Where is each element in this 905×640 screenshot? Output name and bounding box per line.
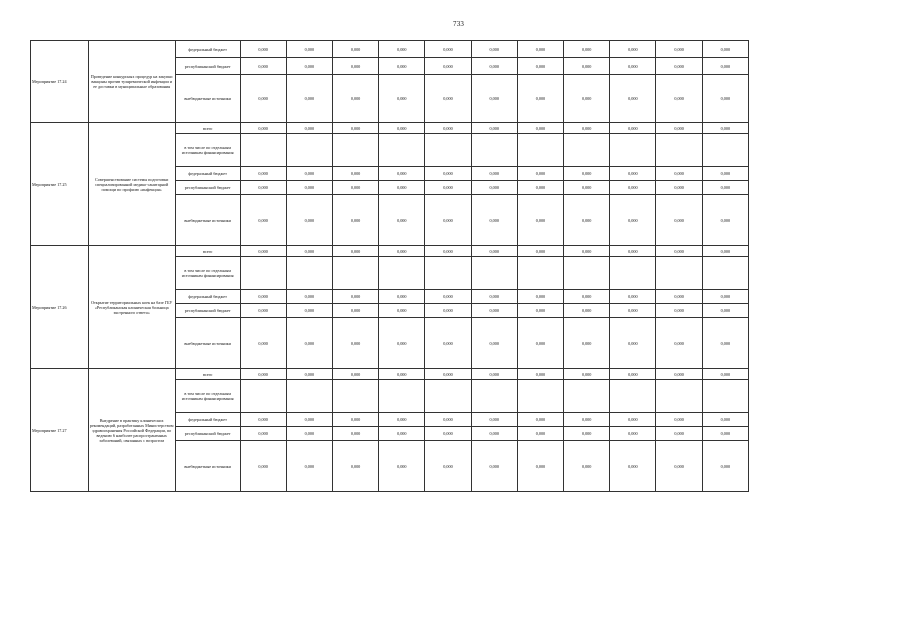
value-cell: 0,000 [656,75,702,123]
value-cell: 0,000 [379,58,425,75]
value-cell: 0,000 [286,41,332,58]
funding-source: внебюджетные источники [175,441,240,492]
value-cell [379,257,425,290]
value-cell: 0,000 [332,246,378,257]
funding-source: в том числе по отдельным источникам финансирования [175,257,240,290]
value-cell: 0,000 [610,441,656,492]
value-cell: 0,000 [379,413,425,427]
value-cell: 0,000 [564,413,610,427]
value-cell: 0,000 [332,181,378,195]
value-cell [517,257,563,290]
value-cell [240,257,286,290]
value-cell: 0,000 [471,304,517,318]
value-cell: 0,000 [564,427,610,441]
value-cell: 0,000 [425,304,471,318]
value-cell [656,257,702,290]
value-cell: 0,000 [610,290,656,304]
funding-source: республиканский бюджет [175,304,240,318]
value-cell: 0,000 [471,441,517,492]
value-cell: 0,000 [656,427,702,441]
value-cell: 0,000 [471,369,517,380]
value-cell: 0,000 [240,167,286,181]
value-cell: 0,000 [656,413,702,427]
value-cell [425,134,471,167]
funding-source: в том числе по отдельным источникам финансирования [175,134,240,167]
value-cell: 0,000 [702,427,748,441]
value-cell [471,134,517,167]
value-cell: 0,000 [702,318,748,369]
funding-source: федеральный бюджет [175,290,240,304]
funding-source: республиканский бюджет [175,427,240,441]
value-cell: 0,000 [240,290,286,304]
value-cell: 0,000 [656,41,702,58]
financing-table [30,40,749,492]
value-cell [702,257,748,290]
value-cell: 0,000 [471,413,517,427]
value-cell: 0,000 [656,441,702,492]
value-cell: 0,000 [517,427,563,441]
value-cell: 0,000 [610,318,656,369]
value-cell: 0,000 [656,167,702,181]
funding-source: федеральный бюджет [175,41,240,58]
value-cell: 0,000 [517,318,563,369]
value-cell [425,380,471,413]
value-cell: 0,000 [240,441,286,492]
value-cell: 0,000 [240,318,286,369]
event-label: Мероприятие 17.24 [31,41,89,123]
value-cell: 0,000 [702,58,748,75]
value-cell: 0,000 [286,58,332,75]
value-cell: 0,000 [517,41,563,58]
value-cell: 0,000 [656,195,702,246]
value-cell: 0,000 [517,369,563,380]
value-cell: 0,000 [379,369,425,380]
value-cell: 0,000 [564,304,610,318]
funding-source: всего [175,123,240,134]
value-cell: 0,000 [517,181,563,195]
funding-source: федеральный бюджет [175,413,240,427]
value-cell: 0,000 [425,441,471,492]
value-cell: 0,000 [425,369,471,380]
value-cell: 0,000 [332,58,378,75]
value-cell: 0,000 [425,290,471,304]
event-label: Мероприятие 17.26 [31,246,89,369]
funding-source: внебюджетные источники [175,75,240,123]
value-cell [332,257,378,290]
value-cell: 0,000 [425,413,471,427]
value-cell: 0,000 [702,181,748,195]
value-cell: 0,000 [240,413,286,427]
value-cell: 0,000 [610,123,656,134]
value-cell: 0,000 [286,441,332,492]
value-cell: 0,000 [517,195,563,246]
value-cell: 0,000 [517,123,563,134]
value-cell [332,380,378,413]
value-cell: 0,000 [379,427,425,441]
value-cell: 0,000 [610,75,656,123]
funding-source: всего [175,246,240,257]
value-cell [379,134,425,167]
page-number: 733 [453,20,465,28]
funding-source: в том числе по отдельным источникам финансирования [175,380,240,413]
value-cell: 0,000 [517,304,563,318]
event-description: Внедрение в практику клинических рекомендаций, разработанных Министерством здравоохранения Российской Федерации, по ведению 6 наиболее распространенных заболеваний, связанных с возрастом [88,369,175,492]
value-cell: 0,000 [610,58,656,75]
value-cell: 0,000 [564,369,610,380]
event-label: Мероприятие 17.25 [31,123,89,246]
value-cell: 0,000 [332,318,378,369]
value-cell: 0,000 [240,41,286,58]
value-cell [656,134,702,167]
value-cell: 0,000 [425,181,471,195]
value-cell: 0,000 [564,195,610,246]
table-row [31,369,749,380]
value-cell [379,380,425,413]
value-cell: 0,000 [425,75,471,123]
value-cell: 0,000 [656,318,702,369]
value-cell: 0,000 [286,427,332,441]
value-cell [702,134,748,167]
value-cell: 0,000 [517,413,563,427]
value-cell [425,257,471,290]
value-cell: 0,000 [702,167,748,181]
event-description: Совершенствование системы подготовки специализированной медико-санитарной помощи по профилю «инфекция» [88,123,175,246]
value-cell: 0,000 [379,75,425,123]
value-cell: 0,000 [656,304,702,318]
value-cell: 0,000 [379,290,425,304]
value-cell: 0,000 [610,427,656,441]
value-cell: 0,000 [517,246,563,257]
value-cell: 0,000 [702,304,748,318]
value-cell: 0,000 [702,195,748,246]
value-cell: 0,000 [517,441,563,492]
value-cell: 0,000 [240,58,286,75]
value-cell [564,257,610,290]
value-cell [471,380,517,413]
value-cell: 0,000 [332,75,378,123]
value-cell: 0,000 [332,195,378,246]
value-cell: 0,000 [286,413,332,427]
value-cell: 0,000 [471,290,517,304]
value-cell: 0,000 [564,246,610,257]
value-cell: 0,000 [656,369,702,380]
value-cell: 0,000 [517,290,563,304]
event-label: Мероприятие 17.27 [31,369,89,492]
value-cell: 0,000 [379,195,425,246]
value-cell [517,380,563,413]
value-cell [332,134,378,167]
value-cell: 0,000 [425,195,471,246]
value-cell: 0,000 [702,413,748,427]
value-cell: 0,000 [471,123,517,134]
value-cell: 0,000 [332,304,378,318]
value-cell: 0,000 [240,304,286,318]
table-row [31,246,749,257]
value-cell: 0,000 [332,427,378,441]
value-cell: 0,000 [517,75,563,123]
value-cell: 0,000 [702,246,748,257]
value-cell: 0,000 [656,290,702,304]
value-cell: 0,000 [286,246,332,257]
value-cell: 0,000 [564,441,610,492]
value-cell: 0,000 [610,195,656,246]
event-description: Открытие территориальных коек на базе ГБУ «Республиканская клиническая больница экстренного ответа» [88,246,175,369]
value-cell: 0,000 [656,58,702,75]
value-cell: 0,000 [702,123,748,134]
value-cell: 0,000 [286,195,332,246]
funding-source: внебюджетные источники [175,318,240,369]
value-cell: 0,000 [471,167,517,181]
value-cell: 0,000 [564,167,610,181]
value-cell: 0,000 [332,441,378,492]
value-cell: 0,000 [240,181,286,195]
table-row [31,41,749,58]
value-cell: 0,000 [332,167,378,181]
value-cell: 0,000 [286,181,332,195]
event-description: Проведение конкурсных процедур на закупки вакцины против туляремической инфекции и ее доставки в муниципальные образования [88,41,175,123]
value-cell [286,380,332,413]
value-cell: 0,000 [564,290,610,304]
value-cell: 0,000 [379,181,425,195]
value-cell: 0,000 [286,369,332,380]
value-cell: 0,000 [471,195,517,246]
value-cell [610,380,656,413]
value-cell: 0,000 [610,167,656,181]
value-cell: 0,000 [240,123,286,134]
value-cell: 0,000 [332,41,378,58]
value-cell: 0,000 [240,195,286,246]
value-cell: 0,000 [471,427,517,441]
value-cell: 0,000 [471,318,517,369]
value-cell: 0,000 [240,427,286,441]
value-cell: 0,000 [564,41,610,58]
value-cell: 0,000 [286,123,332,134]
value-cell: 0,000 [564,75,610,123]
value-cell: 0,000 [656,246,702,257]
value-cell: 0,000 [425,123,471,134]
value-cell: 0,000 [517,58,563,75]
value-cell: 0,000 [702,369,748,380]
value-cell: 0,000 [564,123,610,134]
value-cell: 0,000 [610,413,656,427]
funding-source: внебюджетные источники [175,195,240,246]
value-cell: 0,000 [656,181,702,195]
funding-source: федеральный бюджет [175,167,240,181]
value-cell [702,380,748,413]
value-cell [564,380,610,413]
value-cell: 0,000 [332,413,378,427]
value-cell: 0,000 [286,167,332,181]
value-cell: 0,000 [379,304,425,318]
value-cell: 0,000 [425,41,471,58]
value-cell: 0,000 [471,41,517,58]
funding-source: республиканский бюджет [175,58,240,75]
value-cell: 0,000 [332,123,378,134]
value-cell: 0,000 [286,290,332,304]
value-cell [610,257,656,290]
value-cell: 0,000 [702,441,748,492]
value-cell: 0,000 [517,167,563,181]
value-cell [610,134,656,167]
value-cell: 0,000 [240,246,286,257]
value-cell [564,134,610,167]
value-cell: 0,000 [564,181,610,195]
value-cell: 0,000 [425,246,471,257]
value-cell: 0,000 [702,41,748,58]
value-cell: 0,000 [702,290,748,304]
value-cell: 0,000 [610,369,656,380]
funding-source: всего [175,369,240,380]
value-cell: 0,000 [471,58,517,75]
value-cell: 0,000 [471,246,517,257]
value-cell: 0,000 [610,181,656,195]
value-cell: 0,000 [471,181,517,195]
value-cell [471,257,517,290]
value-cell: 0,000 [240,369,286,380]
value-cell: 0,000 [471,75,517,123]
value-cell: 0,000 [379,41,425,58]
value-cell [656,380,702,413]
value-cell [240,380,286,413]
value-cell: 0,000 [286,304,332,318]
value-cell: 0,000 [425,167,471,181]
funding-source: республиканский бюджет [175,181,240,195]
value-cell: 0,000 [610,304,656,318]
value-cell: 0,000 [610,246,656,257]
table-row [31,123,749,134]
value-cell: 0,000 [286,75,332,123]
value-cell [286,134,332,167]
value-cell [517,134,563,167]
value-cell: 0,000 [332,369,378,380]
value-cell [286,257,332,290]
value-cell: 0,000 [379,167,425,181]
value-cell: 0,000 [332,290,378,304]
value-cell: 0,000 [425,58,471,75]
value-cell: 0,000 [286,318,332,369]
value-cell: 0,000 [240,75,286,123]
value-cell: 0,000 [610,41,656,58]
value-cell [240,134,286,167]
value-cell: 0,000 [379,441,425,492]
value-cell: 0,000 [425,318,471,369]
value-cell: 0,000 [379,123,425,134]
value-cell: 0,000 [564,318,610,369]
value-cell: 0,000 [379,246,425,257]
value-cell: 0,000 [564,58,610,75]
value-cell: 0,000 [425,427,471,441]
value-cell: 0,000 [702,75,748,123]
value-cell: 0,000 [656,123,702,134]
value-cell: 0,000 [379,318,425,369]
